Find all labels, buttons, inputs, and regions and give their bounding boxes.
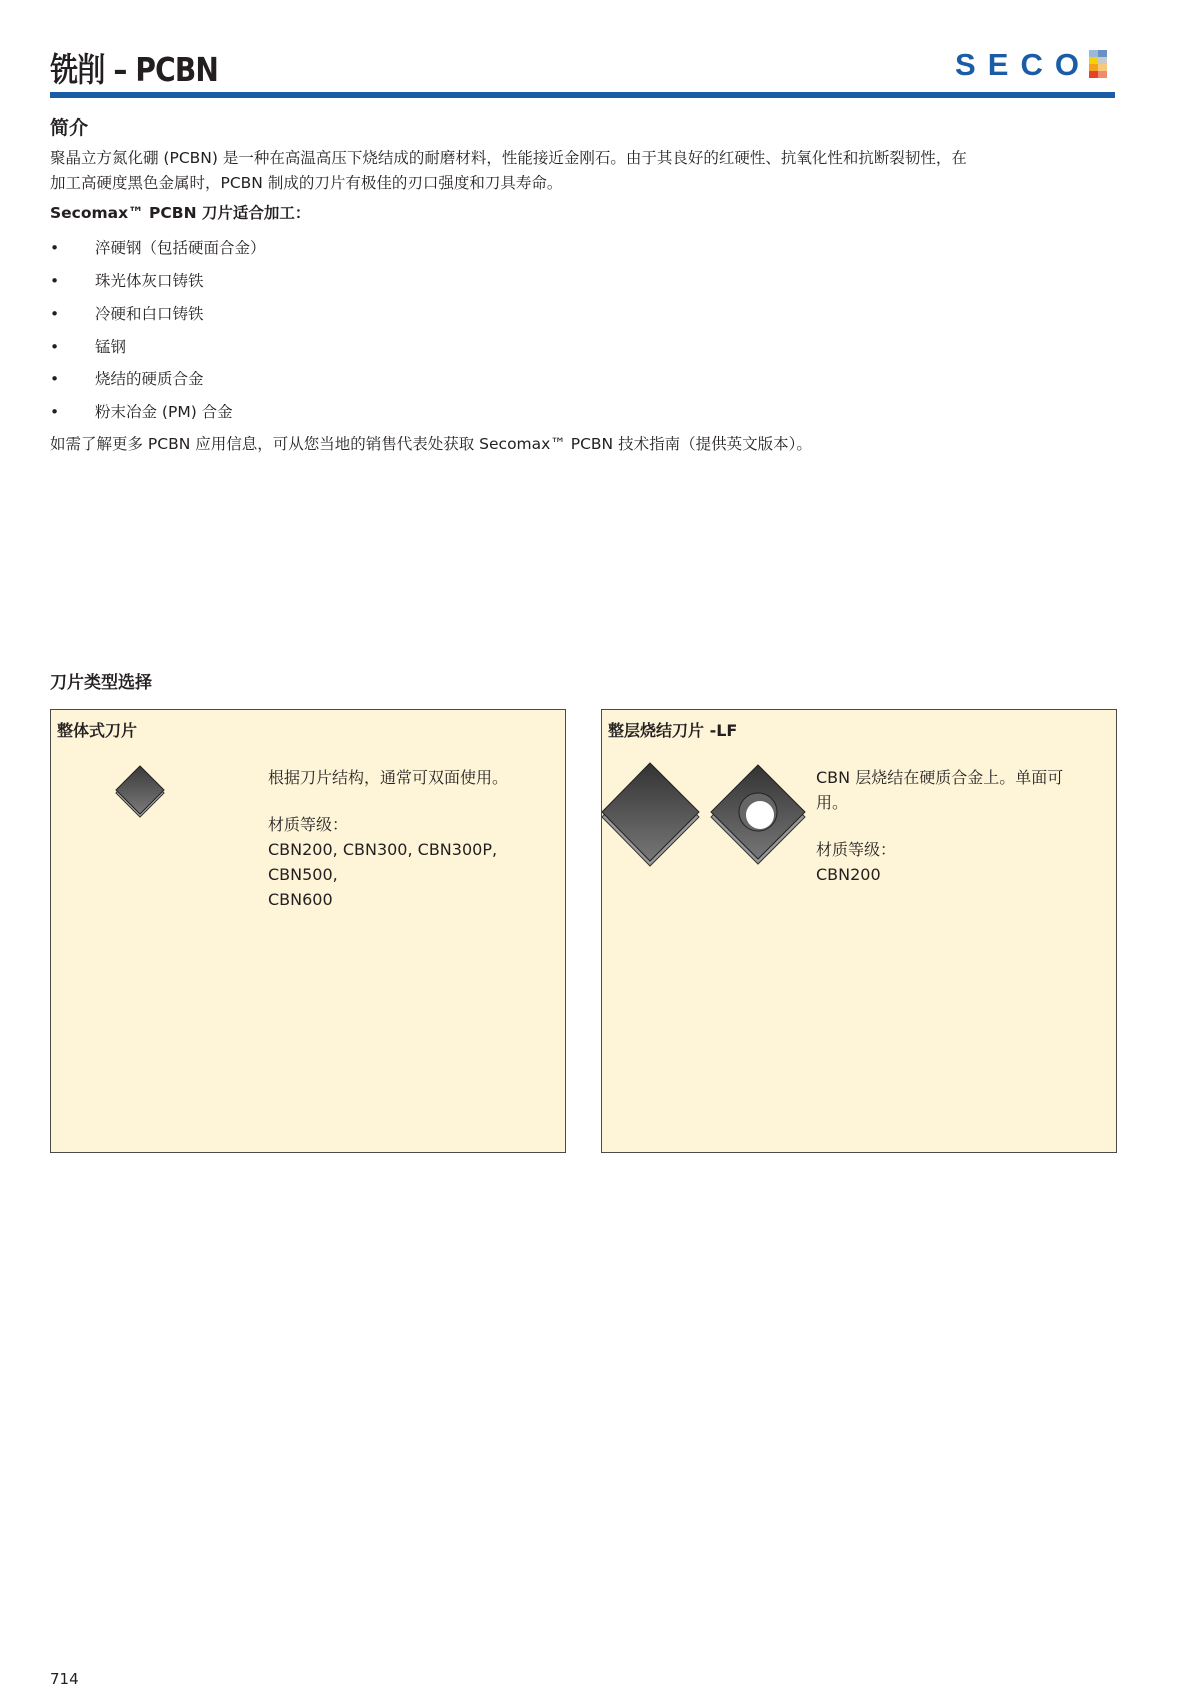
seco-logo	[955, 50, 1113, 78]
solid-insert-icon	[111, 762, 169, 820]
intro-heading: 简介	[50, 117, 89, 139]
solid-insert-panel	[50, 709, 566, 1153]
suitable-heading: Secomax™ PCBN 刀片适合加工：	[50, 204, 311, 222]
logo-text: SECO	[955, 50, 1079, 78]
bullet-item: • 粉末冶金 (PM) 合金	[50, 403, 233, 421]
layered-insert-solid-icon	[602, 763, 699, 866]
page-number: 714	[50, 1670, 79, 1688]
selection-heading: 刀片类型选择	[50, 673, 152, 693]
layered-insert-icons	[602, 760, 822, 870]
layered-insert-panel	[601, 709, 1117, 1153]
intro-paragraph	[50, 146, 967, 196]
intro-line: 聚晶立方氮化硼 (PCBN) 是一种在高温高压下烧结成的耐磨材料，性能接近金刚石。由于其良好的红硬性、抗氧化性和抗断裂韧性，在	[50, 149, 967, 167]
bullet-item: • 冷硬和白口铸铁	[50, 305, 204, 323]
panel-title: 整层烧结刀片 -LF	[608, 721, 738, 740]
bullet-item: • 烧结的硬质合金	[50, 370, 204, 388]
layered-desc: CBN 层烧结在硬质合金上。单面可 用。 材质等级： CBN200	[816, 768, 1064, 884]
page-title: 铣削 – PCBN	[50, 50, 219, 89]
bullet-item: • 珠光体灰口铸铁	[50, 272, 204, 290]
header-rule	[50, 92, 1115, 98]
more-info: 如需了解更多 PCBN 应用信息，可从您当地的销售代表处获取 Secomax™ PCBN 技术指南（提供英文版本）。	[50, 435, 812, 453]
bullet-item: • 淬硬钢（包括硬面合金）	[50, 239, 266, 257]
layered-insert-hole-icon	[711, 765, 805, 864]
bullet-item: • 锰钢	[50, 338, 127, 356]
intro-line: 加工高硬度黑色金属时，PCBN 制成的刀片有极佳的刃口强度和刀具寿命。	[50, 174, 563, 192]
panel-title: 整体式刀片	[57, 721, 138, 740]
solid-desc: 根据刀片结构，通常可双面使用。 材质等级： CBN200, CBN300, CBN300P, CBN500, CBN600	[268, 768, 509, 909]
